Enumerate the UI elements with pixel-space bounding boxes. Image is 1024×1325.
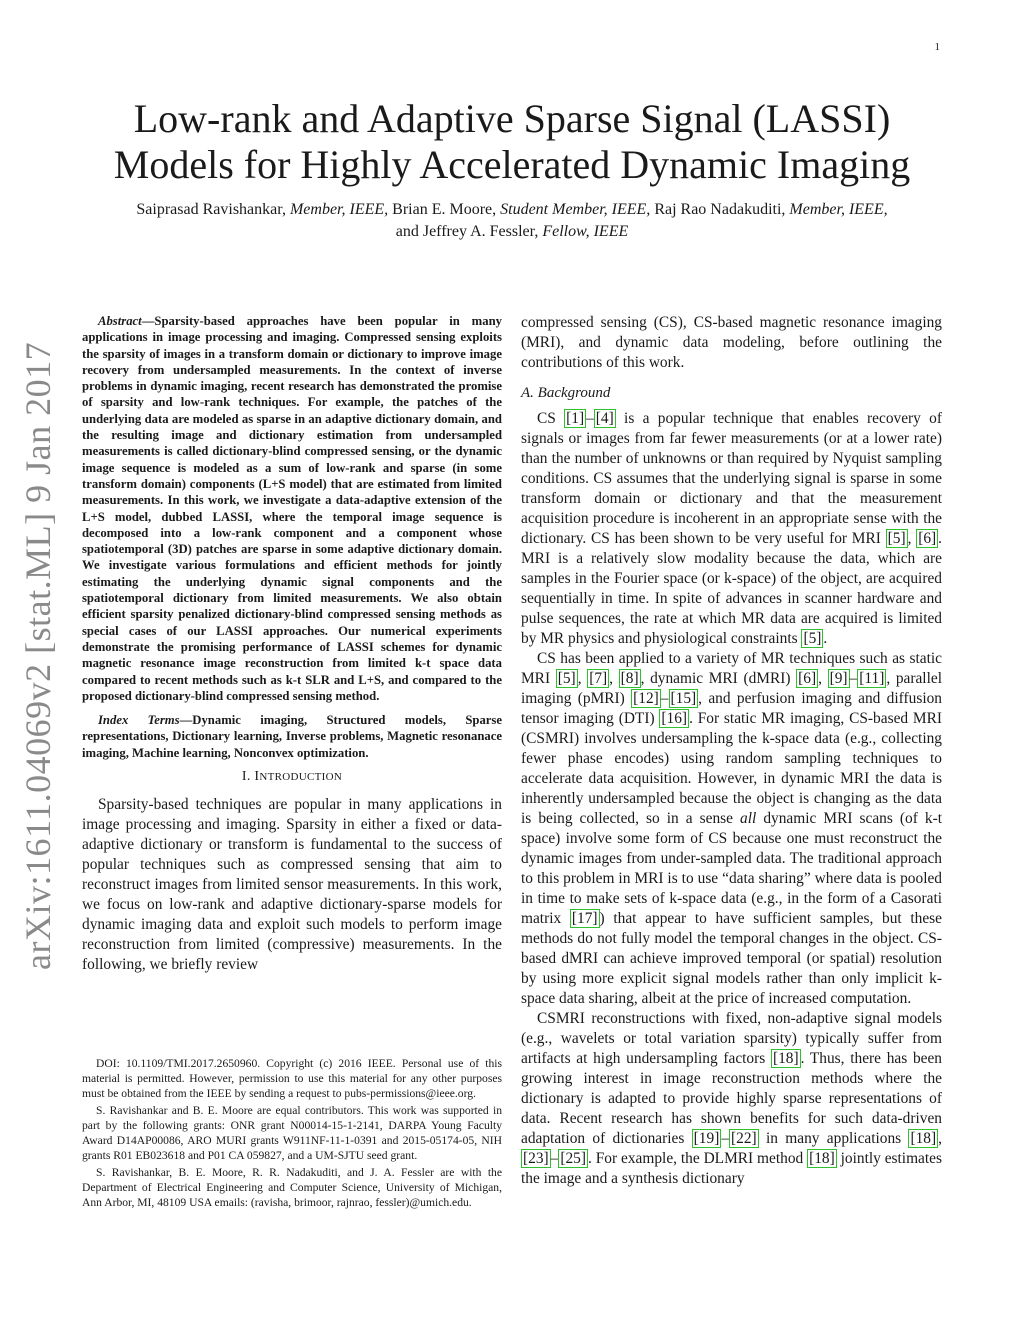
text-run: ) that appear to have sufficient samples, but these methods do not fully model the temporal changes in the object. CS-based dMRI can achieve improved temporal (or spatial) resolution by using more explicit signal models rather than only implicit k-space data sharing, albeit at the price of increased computation.	[521, 910, 942, 1007]
page-number: 1	[934, 41, 940, 53]
paper-title	[60, 96, 964, 188]
citation-link[interactable]: [7]	[589, 670, 608, 687]
citation-link[interactable]: [18]	[772, 1050, 799, 1067]
text-run: , dynamic MRI (dMRI)	[640, 670, 797, 687]
right-column	[521, 313, 942, 1189]
citation-link[interactable]: [5]	[887, 530, 906, 547]
text-run: , and perfusion imaging and diffusion tensor imaging (DTI)	[521, 690, 942, 727]
abstract-lead: Abstract	[98, 314, 142, 328]
citation-link[interactable]: [18]	[910, 1130, 937, 1147]
intro-paragraph: Sparsity-based techniques are popular in many applications in image processing and imaging. Sparsity in either a fixed or data-adaptive dictionary or transform is fundamental to the success of popular techniques such as compressed sensing that aim to reconstruct images from limited sensor measurements. In this work, we focus on low-rank and adaptive dictionary-sparse models for dynamic imaging data and exploit such models to perform image reconstruction from limited (compressive) measurements. In the following, we briefly review	[82, 796, 502, 974]
citation-link[interactable]: [17]	[571, 910, 598, 927]
text-run: CS has been applied to a variety of MR techniques such as static MRI	[521, 650, 942, 687]
text-run: . For static MR imaging, CS-based MRI (CSMRI) involves undersampling the k-space data (e.g., collecting fewer phase encodes) using random sampling techniques to accelerate data acquisition. However, in dynamic MRI the data is inherently undersampled because the object is changing as the data is being collected, so in a sense	[521, 710, 942, 827]
citation-link[interactable]: [5]	[557, 670, 576, 687]
citation-link[interactable]: [6]	[798, 670, 817, 687]
author-list	[60, 199, 964, 243]
footnote-doi: DOI: 10.1109/TMI.2017.2650960. Copyright (c) 2016 IEEE. Personal use of this material is permitted. However, permission to use this material for any other purposes must be obtained from the IEEE by sending a request to pubs-permissions@ieee.org.	[82, 1057, 502, 1100]
author-1-role: Member, IEEE,	[289, 201, 389, 218]
background-paragraph-3	[521, 1009, 942, 1189]
author-1: Saiprasad Ravishankar,	[136, 201, 286, 218]
author-2: Brian E. Moore,	[392, 201, 497, 218]
footnotes	[82, 1056, 502, 1212]
citation-link[interactable]: [22]	[731, 1130, 757, 1147]
text-run: in many applications	[758, 1130, 909, 1147]
author-4: and Jeffrey A. Fessler,	[395, 223, 539, 240]
background-paragraph-2	[521, 649, 942, 1009]
text-run: jointly estimates the image and a synthesis dictionary	[521, 1150, 942, 1187]
subsection-background: A. Background	[521, 385, 611, 401]
text-run: . MRI is a relatively slow modality because the data, which are samples in the Fourier space (or k-space) of the object, are acquired sequentially in time. In spite of advances in scanner hardware and pulse sequences, the rate at which MR data are acquired is limited by MR physics and physiological constraints	[521, 530, 942, 647]
abstract	[82, 313, 502, 704]
text-run: ,	[577, 670, 588, 687]
text-run: .	[823, 630, 828, 647]
text-run: –	[721, 1130, 730, 1147]
text-run: ,	[818, 670, 828, 687]
citation-link[interactable]: [4]	[595, 410, 614, 427]
background-paragraph-1	[521, 409, 942, 649]
text-run: ,	[938, 1130, 942, 1147]
author-4-role: Fellow, IEEE	[542, 223, 629, 240]
abstract-text: —Sparsity-based approaches have been popular in many applications in image processing and imaging. Compressed sensing exploits the sparsity of images in a transform domain or dictionary to improve image recovery from undersampled measurements. In the context of inverse problems in dynamic imaging, recent research has demonstrated the promise of sparsity and low-rank techniques. For example, the patches of the underlying data are modeled as sparse in an adaptive dictionary domain, and the resulting image and dictionary estimation from undersampled measurements is called dictionary-blind compressed sensing, or the dynamic image sequence is modeled as a sum of low-rank and sparse (in some transform domain) components (L+S model) that are estimated from limited measurements. In this work, we investigate a data-adaptive extension of the L+S model, dubbed LASSI, where the temporal image sequence is decomposed into a low-rank component and a component whose spatiotemporal (3D) patches are sparse in some adaptive dictionary domain. We investigate various formulations and efficient methods for jointly estimating the underlying dynamic signal components and the spatiotemporal dictionary from limited measurements. We also obtain efficient sparsity penalized dictionary-blind compressed sensing methods as special cases of our LASSI approaches. Our numerical experiments demonstrate the promising performance of LASSI schemes for dynamic magnetic resonance image reconstruction from limited k-t space data compared to recent methods such as k-t SLR and L+S, and compared to the proposed dictionary-blind compressed sensing method.	[82, 314, 502, 703]
text-run: –	[550, 1150, 559, 1167]
index-terms	[82, 712, 502, 761]
arxiv-stamp: arXiv:1611.04069v2 [stat.ML] 9 Jan 2017	[18, 341, 58, 970]
author-3: Raj Rao Nadakuditi,	[654, 201, 786, 218]
author-2-role: Student Member, IEEE,	[500, 201, 651, 218]
citation-link[interactable]: [23]	[523, 1150, 549, 1167]
text-run: –	[586, 410, 594, 427]
text-run: –	[660, 690, 669, 707]
citation-link[interactable]: [25]	[560, 1150, 587, 1167]
citation-link[interactable]: [18]	[809, 1150, 835, 1167]
citation-link[interactable]: [9]	[829, 670, 848, 687]
text-run: . For example, the DLMRI method	[588, 1150, 808, 1167]
text-run: –	[849, 670, 858, 687]
index-terms-text: —Dynamic imaging, Structured models, Sparse representations, Dictionary learning, Inverse problems, Magnetic resonanace imaging, Machine learning, Nonconvex optimization.	[82, 713, 502, 760]
section-title: NTRODUCTION	[259, 771, 343, 784]
citation-link[interactable]: [12]	[633, 690, 659, 707]
text-run: is a popular technique that enables recovery of signals or images from far fewer measurements (or at a lower rate) than the number of unknowns or than required by Nyquist sampling conditions. CS assumes that the underlying signal is sparse in some transform domain or dictionary and that the measurement acquisition procedure is incoherent in an appropriate sense with the dictionary. CS has been shown to be very useful for MRI	[521, 410, 942, 547]
title-line-2: Models for Highly Accelerated Dynamic Imaging	[113, 142, 911, 187]
text-run: CSMRI reconstructions with fixed, non-adaptive signal models (e.g., wavelets or total variation sparsity) typically suffer from artifacts at high undersampling factors	[521, 1010, 942, 1067]
footnote-funding: S. Ravishankar and B. E. Moore are equal contributors. This work was supported in part by the following grants: ONR grant N00014-15-1-2141, DARPA Young Faculty Award D14AP00086, ARO MURI grants W911NF-11-1-0391 and 2015-05174-05, NIH grants R01 EB023618 and P01 CA 059827, and a UM-SJTU seed grant.	[82, 1104, 502, 1162]
text-run: ,	[609, 670, 619, 687]
title-line-1: Low-rank and Adaptive Sparse Signal (LASSI)	[133, 96, 891, 141]
citation-link[interactable]: [19]	[693, 1130, 720, 1147]
text-run: dynamic MRI scans (of k-t space) involve some form of CS because one must reconstruct the dynamic images from under-sampled data. The traditional approach to this problem in MRI is to use “data sharing” where data is pooled in time to make sets of k-space data (e.g., in the form of a Casorati matrix	[521, 810, 942, 927]
citation-link[interactable]: [6]	[918, 530, 937, 547]
index-terms-lead: Index Terms	[98, 713, 180, 728]
citation-link[interactable]: [16]	[661, 710, 688, 727]
citation-link[interactable]: [11]	[859, 670, 885, 687]
text-run: CS	[537, 410, 565, 427]
citation-link[interactable]: [5]	[803, 630, 822, 647]
left-column	[82, 313, 502, 975]
section-numeral: I. I	[241, 769, 260, 785]
emphasis-all: all	[740, 810, 757, 827]
text-run: . Thus, there has been growing interest in image reconstruction methods where the dictionary is adapted to provide highly sparse representations of data. Recent research has shown benefits for such data-driven adaptation of dictionaries	[521, 1050, 942, 1147]
section-heading-introduction	[82, 767, 502, 787]
author-3-role: Member, IEEE,	[789, 201, 888, 218]
right-paragraph-0: compressed sensing (CS), CS-based magnetic resonance imaging (MRI), and dynamic data modeling, before outlining the contributions of this work.	[521, 314, 942, 371]
footnote-affiliation: S. Ravishankar, B. E. Moore, R. R. Nadakuditi, and J. A. Fessler are with the Department of Electrical Engineering and Computer Science, University of Michigan, Ann Arbor, MI, 48109 USA emails: (ravisha, brimoor, rajnrao, fessler)@umich.edu.	[82, 1166, 502, 1209]
citation-link[interactable]: [8]	[620, 670, 639, 687]
citation-link[interactable]: [15]	[670, 690, 697, 707]
text-run: , parallel imaging (pMRI)	[521, 670, 942, 707]
citation-link[interactable]: [1]	[566, 410, 585, 427]
text-run: ,	[907, 530, 917, 547]
